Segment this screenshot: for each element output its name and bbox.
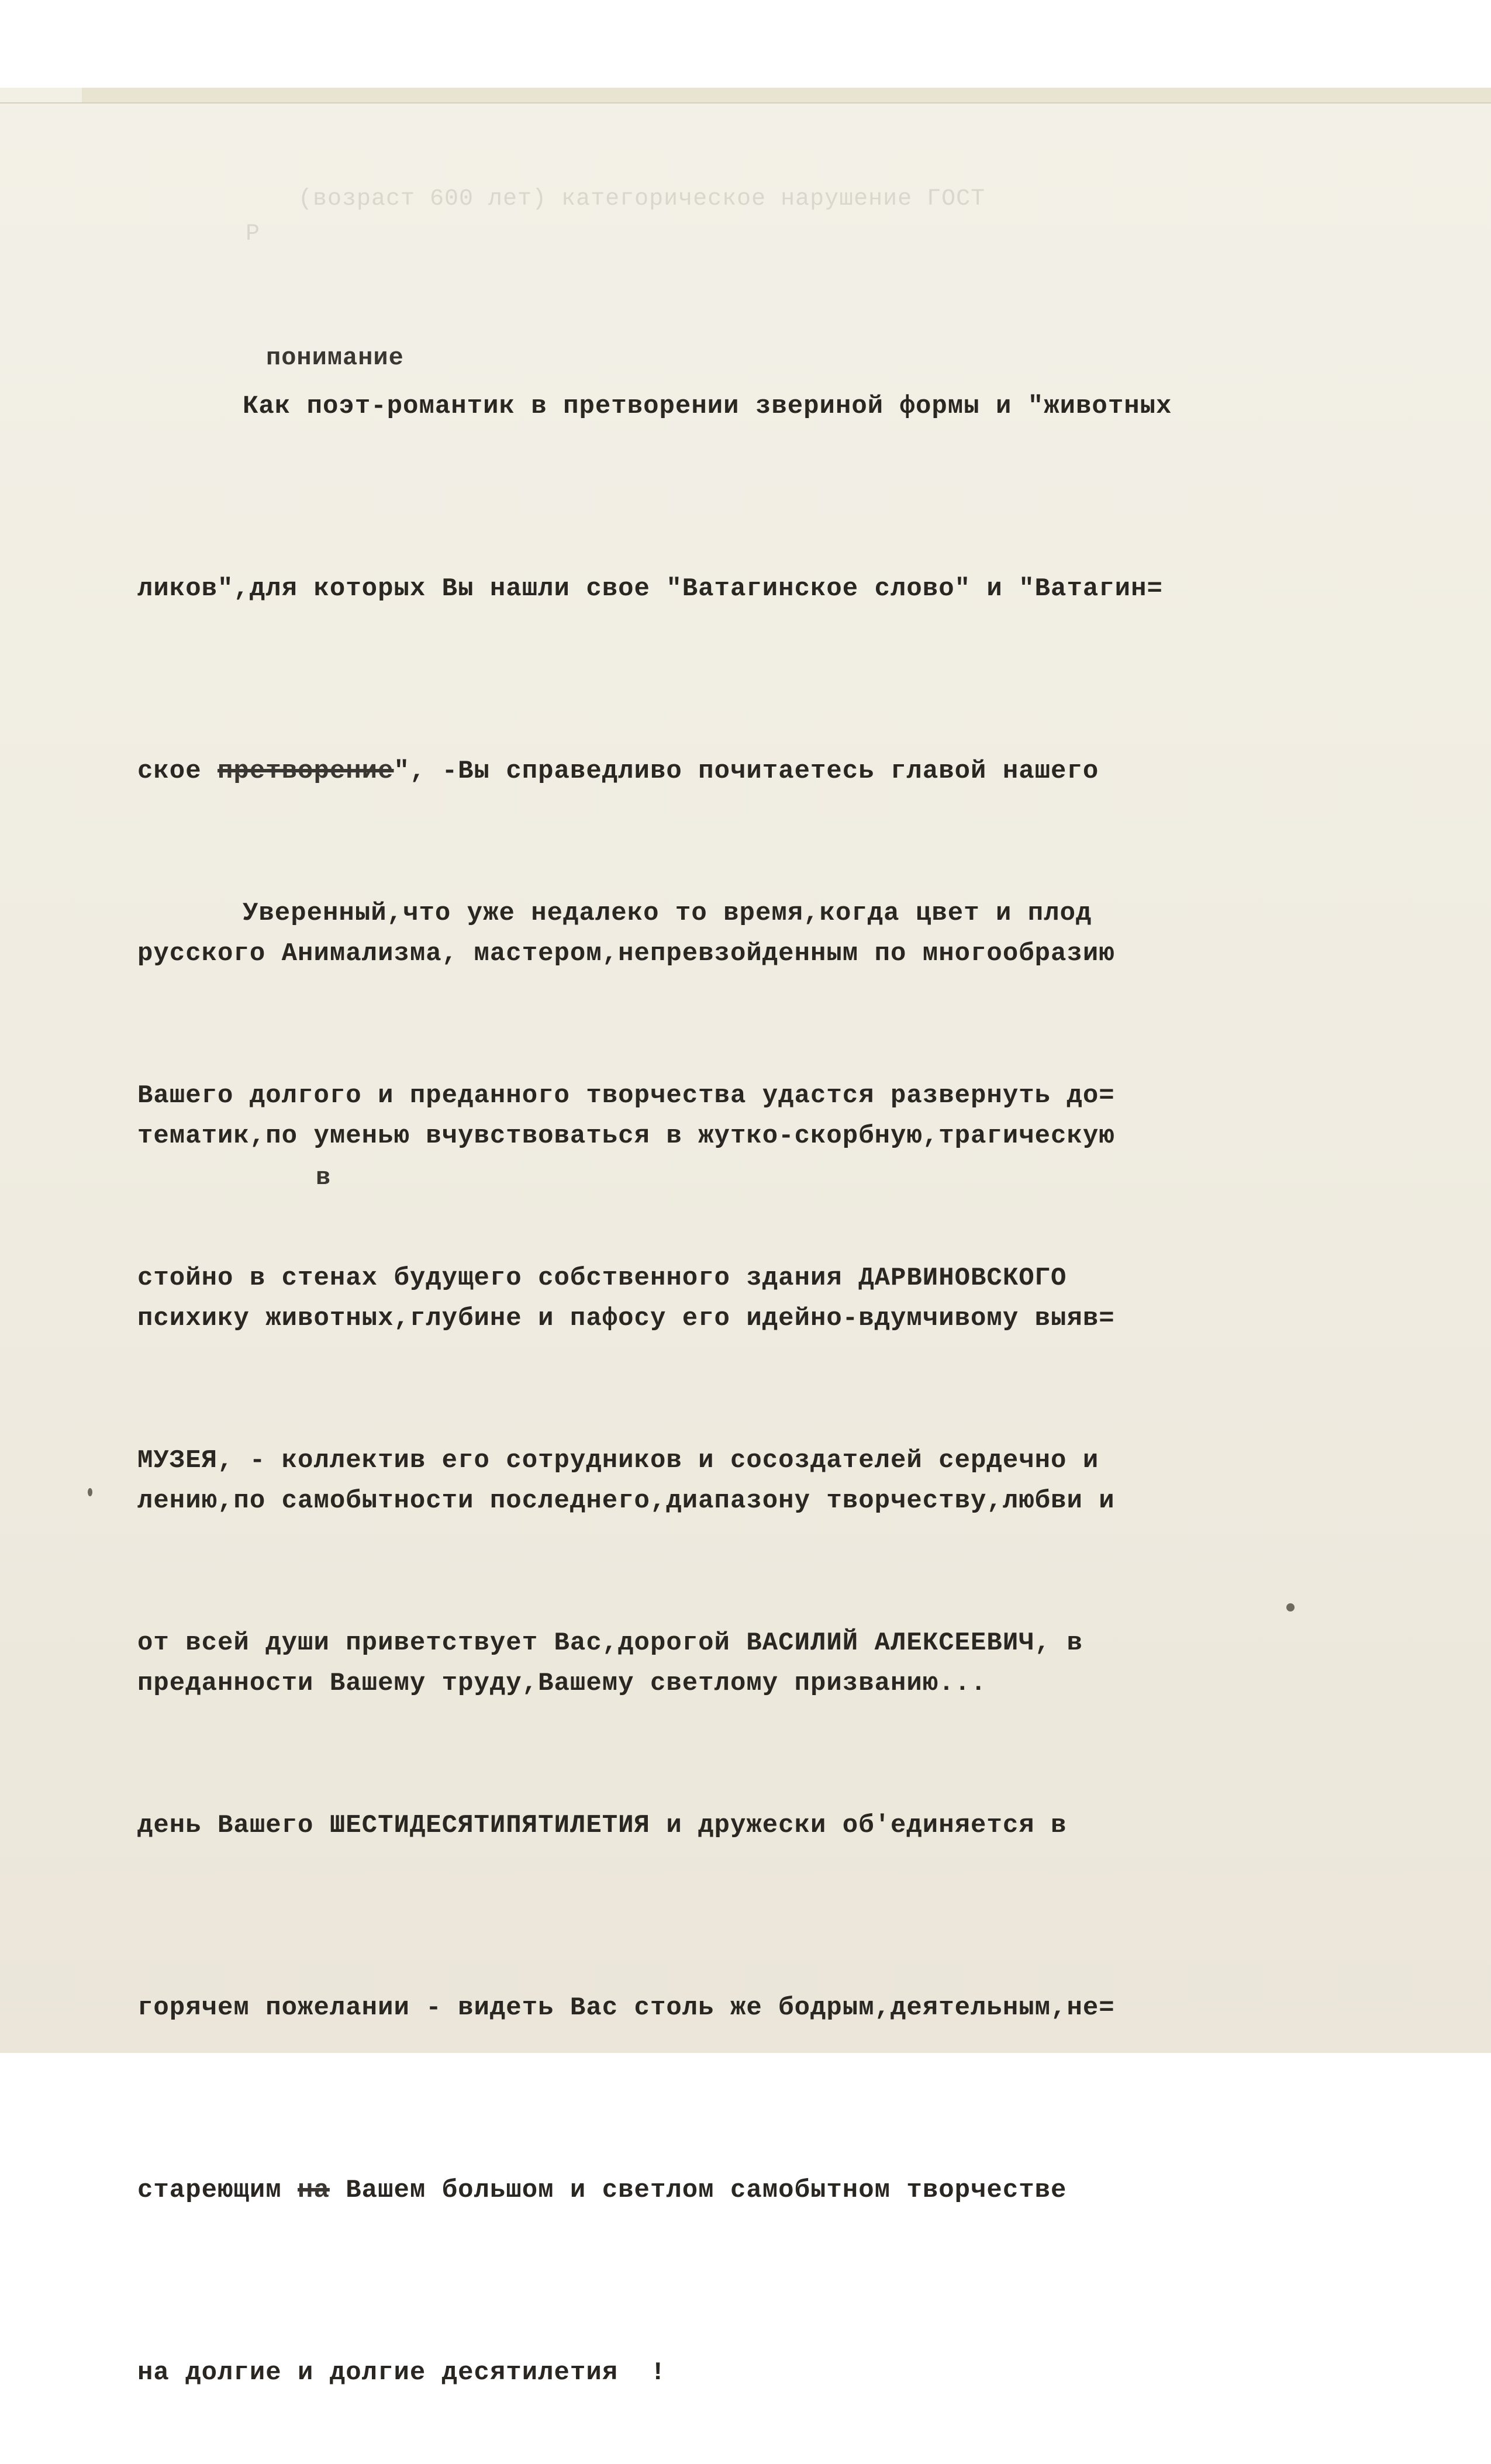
paper-spot <box>88 1488 92 1496</box>
text-fragment: ское <box>137 757 218 786</box>
text-line: МУЗЕЯ, - коллектив его сотрудников и сосоздателей сердечно и <box>137 1446 1099 1475</box>
text-line: лению,по самобытности последнего,диапазону творчеству,любви и <box>137 1486 1115 1516</box>
paragraph-2 <box>137 761 1115 2464</box>
text-line: горячем пожелании - видеть Вас столь же бодрым,деятельным,не= <box>137 1993 1115 2023</box>
bleed-through-mark: Р <box>246 221 261 247</box>
text-line: от всей души приветствует Вас,дорогой ВАСИЛИЙ АЛЕКСЕЕВИЧ, в <box>137 1628 1083 1658</box>
scanner-margin <box>0 0 1491 88</box>
inserted-correction: в <box>316 1164 332 1192</box>
text-line: ликов",для которых Вы нашли свое "Ватагинское слово" и "Ватагин= <box>137 574 1163 603</box>
inserted-correction: понимание <box>266 344 404 372</box>
text-line: тематик,по уменью вчувствоваться в жутко-скорбную,трагическую <box>137 1121 1115 1151</box>
bleed-through-text: (возраст 600 лет) категорическое нарушение ГОСТ <box>298 186 986 212</box>
struck-out-word: претворение <box>218 757 394 786</box>
text-line: стойно в стенах будущего собственного здания ДАРВИНОВСКОГО <box>137 1264 1067 1293</box>
text-line: преданности Вашему труду,Вашему светлому призванию... <box>137 1669 987 1698</box>
text-fragment: Вашем большом и светлом самобытном творчестве <box>329 2176 1067 2205</box>
text-line: Вашего долгого и преданного творчества удастся развернуть до= <box>137 1081 1115 1110</box>
text-line-with-correction <box>137 2160 1115 2221</box>
text-line: психику животных,глубине и пафосу его идейно-вдумчивому выяв= <box>137 1304 1115 1333</box>
text-line: Уверенный,что уже недалеко то время,когда цвет и плод <box>243 899 1092 928</box>
struck-out-word: на <box>298 2176 330 2205</box>
text-fragment: ", -Вы справедливо почитаетесь главой нашего <box>394 757 1099 786</box>
text-line: Как поэт-романтик в претворении звериной формы и "животных <box>243 392 1172 421</box>
paper-spot <box>1286 1603 1295 1611</box>
text-line: русского Анимализма, мастером,непревзойденным по многообразию <box>137 939 1115 968</box>
text-fragment: стареющим <box>137 2176 298 2205</box>
text-line: день Вашего ШЕСТИДЕСЯТИПЯТИЛЕТИЯ и дружески об'единяется в <box>137 1811 1067 1840</box>
text-line: на долгие и долгие десятилетия ! <box>137 2358 667 2387</box>
